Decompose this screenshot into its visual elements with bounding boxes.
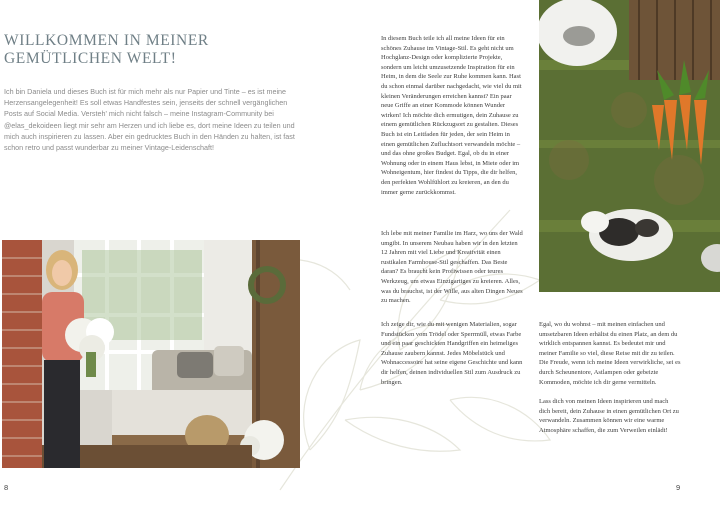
text-column-right xyxy=(539,320,681,446)
photo-rabbits-on-grass xyxy=(539,0,720,292)
page-title-line-1: WILLKOMMEN IN MEINER xyxy=(4,32,209,49)
body-paragraph-2: Ich lebe mit meiner Familie im Harz, wo uns der Wald umgibt. In unserem Neubau haben wir in den letzten 12 Jahren mit viel Liebe und Kreativität einen rustikalen Farmhouse-Stil geschaffen. Das Beste daran? Es braucht kein Profiwissen oder teures Werkzeug, um etwas Einzigartiges zu kreieren. Alles, was du brauchst, ist der Wille, aus alten Dingen Neues zu machen. xyxy=(381,230,523,305)
text-column-middle xyxy=(381,34,523,207)
page-number-right: 9 xyxy=(676,483,681,492)
body-paragraph-3: Ich zeige dir, wie du mit wenigen Materialien, sogar Fundstücken vom Trödel oder Sperrmüll, etwas Farbe und ein paar geschickten Handgriffen ein heimeliges Zuhause zaubern kannst. Jedes Möbelstück und Wohnaccessoire hat seine eigene Geschichte und kann dir helfen, deinen individuellen Stil zum Ausdruck zu bringen. xyxy=(381,321,523,386)
body-paragraph-5: Lass dich von meinen Ideen inspirieren und mach dich bereit, dein Zuhause in einen gemütlichen Ort zu verwandeln. Zusammen können wir eine warme Atmosphäre schaffen, die zum Verweilen einlädt! xyxy=(539,398,679,434)
body-paragraph-1: In diesem Buch teile ich all meine Ideen für ein schönes Zuhause im Vintage-Stil. Es geht nicht um Hochglanz-Design oder komplizierte Projekte, sondern um leicht umzusetzende Inspiration für ein Heim, in dem die Seele zur Ruhe kommen kann. Hast du schon einmal darüber nachgedacht, wie viel du mit kleinen Veränderungen erreichen kannst? Ein paar neue Griffe an einer Kommode können Wunder wirken! Ich möchte dich ermutigen, dein Zuhause zu einem gemütlichen Rückzugsort zu gestalten. Dieses Buch ist ein Leitfaden für jeden, der sein Heim in einen gemütlichen Zufluchtsort verwandeln möchte – und das ohne großes Budget. Egal, ob du in einer Wohnung oder in einem Haus lebst, in Miete oder im Wohneigentum, hier findest du Tipps, die dir helfen, den perfekten Wohlfühlort zu kreieren, an den du immer gerne zurückkommst. xyxy=(381,35,522,196)
body-paragraph-4: Egal, wo du wohnst – mit meinen einfachen und umsetzbaren Ideen erhältst du einen Platz, an dem du wirklich entspannen kannst. Es bedeutet mir und meiner Familie so viel, diese Reise mit dir zu teilen. Die Freude, wenn ich meine Ideen verwirkliche, sei es durch Scheunentore, Astlampen oder gebeizte Kommoden, möchte ich dir gerne vermitteln. xyxy=(539,321,681,386)
page-title-line-2: GEMÜTLICHEN WELT! xyxy=(4,50,177,67)
text-column-middle-bottom xyxy=(381,320,523,397)
text-column-middle-lower xyxy=(381,229,523,316)
page-number-left: 8 xyxy=(4,483,9,492)
page-title xyxy=(4,32,304,68)
photo-woman-with-flowers xyxy=(2,240,300,468)
intro-paragraph: Ich bin Daniela und dieses Buch ist für mich mehr als nur Papier und Tinte – es ist meine Herzensangelegenheit! Es soll etwas Handfestes sein, jenseits der schnell vergänglichen Posts auf Social Media. Versteh' mich nicht falsch – meine Instagram-Community bei @elas_dekoideen liegt mir sehr am Herzen und ich liebe es, dort meine Ideen zu teilen und mich auch inspirieren zu lassen. Aber ein gedrucktes Buch in den Händen zu halten, ist fast schon retro und passt wunderbar zu meiner Vintage-Leidenschaft! xyxy=(4,87,295,153)
